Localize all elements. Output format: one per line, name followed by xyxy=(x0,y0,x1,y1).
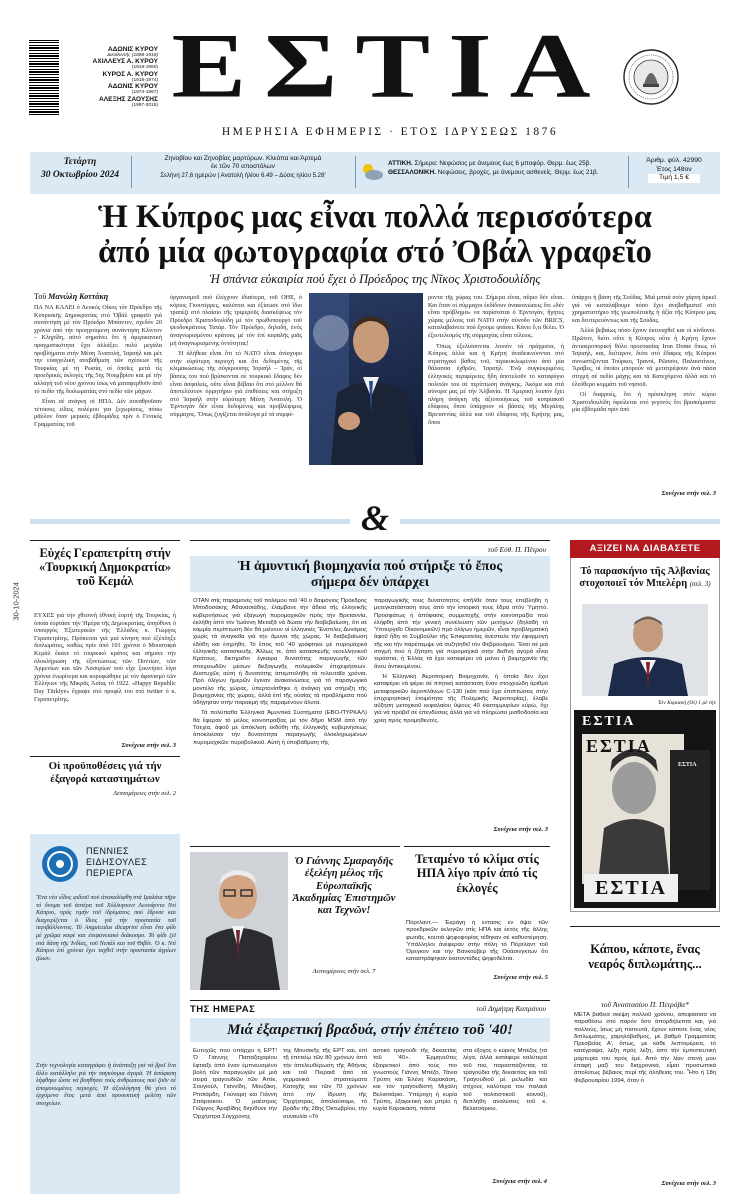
erdogan-article-continued: Συνέχεια στήν σελ. 3 xyxy=(121,742,176,749)
founder-3: ΚΥΡΟΣ Α. ΚΥΡΟΥ xyxy=(102,70,158,78)
lead-col-4 xyxy=(572,294,716,476)
recommend-item-title xyxy=(574,566,716,590)
penny-title-3: ΠΕΡΙΕΡΓΑ xyxy=(86,868,134,878)
founder-2-years: (1918-1950) xyxy=(131,65,158,71)
diplomat-byline: τοῦ Ἀναστασίου Π. Πετρόβα* xyxy=(601,1000,689,1009)
tis-imeras-col-3: ἀστικό τραγούδι τῆς δεκαετίας τοῦ '40». Ἑρμηνεῦτες ἐξαιρετικοί ἀπό τούς πιο γνωστούς Γιάννη Μπέζο, Τάνια Τρύπη και Ἑλένη Καρακάση, και τόν τραγουδιστή Μιχάλη Βελισσάριο. Ὑπέροχη ἡ κυρία Τρύπη, ἐξαιρετική και μπρίο ἡ κυρία Καρακάση, πάντα xyxy=(373,1048,457,1113)
erdogan-article-text: ΕΥΧΕΣ γιά τήν χθεσινή ἐθνική ἑορτή τῆς Τουρκίας, ἡ ὁποία ἑορτάσε τήν Ἡμέρα τῆς Δημοκρατίας, ἀπηύθυνε ὁ ὑπουργός Ἐξωτερικῶν τῆς Ἑλλάδος κ. Γιώργος Γεραπετρίτης. Πρόκειται γιά μιά κίνηση πού ἐξέπληξε διπλωμάτες, καθώς πρίν ἀπό 101 χρόνια ὁ Μουσταφά Κεμάλ ἔκανε τό τουρκικό κράτος και σήμανε τήν ὁλοκλήρωση τῆς ἐξοντώσεως τῶν Ποντίων, τῶν Ἀρμενίων και τῶν Ἀσσυρίων πού εἶχε ξεκινήσει λίγα χρόνια ἐνωρίτερα και κορυφώθηκε μέ τόν ἀφανισμό τῶν Ἑλλήνων τῆς Μικρᾶς Ἀσίας τό 1922. «Happy Republic Day Türkiye» ἔγραψε στό προφίλ του στό twitter ὁ κ. Γεραπετρίτης. xyxy=(34,612,176,703)
founder-1: ΑΔΩΝΙΣ ΚΥΡΟΥ xyxy=(107,46,158,53)
issue-price: Τιμή 1,5 € xyxy=(648,174,700,183)
lead-col-4-p3: Οἱ διαρροές, ὅτι ἡ πρόσκληση στόν κύριο Χριστοδουλίδη ὀφείλεται στό γεγονός ὅτι βρισκόμαστε μία ἐβδομάδα πρίν ἀπό xyxy=(572,391,716,414)
tis-imeras-label: ΤΗΣ ΗΜΕΡΑΣ xyxy=(190,1003,300,1017)
tis-imeras-col-2: της Μουσικῆς τῆς ΕΡΤ και, ἐπί τῇ ἐπετείῳ τῶν 80 χρόνων ἀπό τήν ἀπελευθέρωση τῆς Ἀθήνας και τοῦ Πειραιᾶ ἀπό τά γερμανικά στρατεύματα Κατοχῆς και τῶν 70 χρόνων ἀπό τήν ἵδρυση τῆς Ὀρχήστρας, ἀπολαύσαμε, τό βράδυ τῆς 28ης Ὀκτωβρίου, τήν συναυλία «Τό xyxy=(283,1048,367,1120)
lead-col-2 xyxy=(170,294,302,484)
smaragdis-photo xyxy=(190,852,288,990)
seal-logo xyxy=(622,48,680,106)
book-brand-3: ΕΣΤΙΑ xyxy=(678,762,697,768)
book-brand-1: ΕΣΤΙΑ xyxy=(582,714,636,729)
weather-thess: Νεφώσεις, βροχές, με άνεμους ασθενείς. Θερμ. έως 21β. xyxy=(437,169,599,176)
defense-col-2-p1: παραγωγικῆς τους δυνατότητος ἐπῆλθε ὅταν τούς ἐπεβλήθη ἡ μετεγκατάσταση τους ἀπό τήν ἱστορική τους ἕδρα στόν Ὑμηττό. Προσφάτως ἡ ἀπόφασις συμμετοχῆς στήν κοινοπραξία πού ἐλήφθη ἀπό τήν γενική συνέλευση τῶν μετόχων (δηλαδή τό Ὑπουργεῖο Οἰκονομικῶν) πρό ὀλίγων ἡμερῶν, εἶναι προβληματική ἀφοῦ ἤδη τό Συμβούλιο τῆς Ἐπικρατείας ἀνέστειλε τήν ἐφαρμογή τῆς και τήν παρέπεμψε νά συζητηθεῖ τόν Φεβρουάριο. Ἔτσι σέ μιά στιγμή πού ἡ ζήτηση γιά πυρομαχικά στήν διεθνή ἀγορά εἶναι τεράστια, ἡ Ἑλλάς τά ἔχει καταφέρει νά μείνει ἡ βιομηχανία τῆς ἄνευ ἀντικειμένου. xyxy=(374,598,548,670)
weather-thess-label: ΘΕΣΣΑΛΟΝΙΚΗ. xyxy=(388,169,436,176)
masthead-subtitle: ΗΜΕΡΗΣΙΑ ΕΦΗΜΕΡΙΣ · ΕΤΟΣ ΙΔΡΥΣΕΩΣ 1876 xyxy=(221,126,559,138)
lead-headline-line-2: ἀπό μία φωτογραφία στό Ὀβάλ γραφεῖο xyxy=(98,234,652,270)
erdogan-article-title: Εὐχές Γεραπετρίτη στήν «Τουρκική Δημοκρατία» τοῦ Κεμάλ xyxy=(39,546,171,589)
lead-col-1 xyxy=(34,304,162,484)
issue-number: Άριθμ. φύλ. 42990 xyxy=(646,157,702,164)
lead-col-3-p1: ροντα τῆς χώρας του. Σήμερα εἶναι, αὔριο δέν εἶναι. Και ὅταν οἱ σύμμαχοι ἐκδίδουν ἀνακοινώσεις ὅτι «δέν εἶναι πρόβλημα» να παρίσταται ὁ Ἐρντογάν, ἤγητες χώρας μέλους τοῦ ΝΑΤΟ στήν σύνοδο τῶν BRICS, καταλαβαίνετε πού ἔχουμε φτάσει. Κάνει ὅ,τι θέλει. Ὁ ἐξευτελισμός τῆς συμμαχίας εἶναι τέλειος. xyxy=(428,294,564,339)
lead-col-3-p2: Ὅπως ἐξελίσσονται λοιπόν τά πράγματα, ἡ Κύπρος ἀλλά και ἡ Κρήτη ἀναδεικνύονται στό στρατηγικό βάθος τοῦ, περικυκλωμένου ἀπό μία θάλασσα ἐχθρῶν, Ἰσραήλ. Ἐνῷ συγκεκριμένες ἑλληνικές περιφέρειες ἤδη ἀποτελοῦν τό καταφύγιο πολιτῶν του σέ περίπτωση ἀνάγκης. Ἀκόμα και στά σύνορα μας μέ τήν Ἀλβανία. Ἡ Ἀμερική λοιπόν ἔχει πλήρη ἀνάγκη τῆς ἀξιοποιήσεως τοῦ κυπριακοῦ ἐδάφους ὅπου ὑπάρχουν οἱ βάσεις τῆς Μεγάλης Βρεταννίας ἀλλά και τοῦ ἐδάφους τῆς Κρήτης μας, ὅπου xyxy=(428,342,564,426)
tis-imeras-byline xyxy=(300,1004,546,1013)
lead-headline-line-1: Ἡ Κύπρος μας εἶναι πολλά περισσότερα xyxy=(98,199,652,235)
weather-attiki: Σήμερα: Νεφώσεις με άνεμους έως 6 μποφόρ. Θερμ. έως 25β. xyxy=(414,160,592,167)
defense-byline xyxy=(190,545,546,554)
issue-info xyxy=(630,157,718,183)
founder-1-years: Διευθυντής (1898-1918) xyxy=(107,53,158,58)
tis-imeras-col-4: στα ἑξοχος ὁ κύριος Μπέζος (τά λέγα, ἀλλά κατάφερε καλύτερα τοῦ πιο, παρασπάζοντας τά τραγούδια τῆς δεκαετίας και τοῦ Τραγουδιοῦ μέ μελωδία και στίχους καλύτερα του παλαιά τοῦ πολιτιστικοῦ κοινοῦ), δεπλήθη αναλύσεις τοῦ κ. Βελισσάριου. xyxy=(463,1048,547,1113)
recommend-item-title-text: Τό παρασκήνιο τῆς Ἀλβανίας στοχοποιεῖ τόν Μπελέρη xyxy=(579,566,710,589)
weather-text xyxy=(388,159,623,177)
tis-imeras-byline-text: τοῦ Δημήτρη Καπράνου xyxy=(476,1004,546,1013)
lead-col-3 xyxy=(428,294,564,484)
byline-name: Μανώλη Κοττάκη xyxy=(48,292,109,301)
masthead xyxy=(0,0,750,150)
moon-info: Σελήνη 27,6 ημερών | Ανατολή ήλίου 6.49 – Δύσις ηλίου 5.28' xyxy=(160,171,326,179)
issue-year: Έτος 148ον xyxy=(656,165,692,173)
info-day: Τετάρτη xyxy=(63,157,97,167)
info-saints xyxy=(133,155,353,180)
penny-text-1: Ἕνα νέο εἶδος φιδιοῦ πού ἀνακαλύφθη στά Ιμαλάια πῆρε τό ὄνομα τοῦ ἀστέρα τοῦ Χόλλυγουντ Λεονάρντο Ντί Κάπριο, πρός τιμήν τοῦ ἱδρύματος πού ἔδρυσε και διαχειρίζεται ὁ ἴδιος γιά τήν προστασία τοῦ περιβάλλοντος. Τό Anguiculus dicaprioi εἶναι ἕνα φίδι μέ χρῶμα καφέ και ἐπιφανειακό διάκοσμο. Τό φίδι ζεῖ στά δάση τῆς Ἰνδίας, τοῦ Νεπάλ και τοῦ Θιβέτ. Ὁ κ. Ντί Κάπριο ἐπί χρόνια ἔχει ταχθεῖ στήν προστασία ἀγρίων ζώων. xyxy=(36,894,176,962)
weather-icon xyxy=(360,160,384,184)
founder-2: ΑΧΙΛΛΕΥΣ Α. ΚΥΡΟΥ xyxy=(92,58,158,66)
defense-col-1-p1: ΟΤΑΝ στίς παραμονές τοῦ πολέμου τοῦ '40 ὁ δαιμόνιος Πρόεδρος Μποδοσάκης Ἀθανασιάδης, ἐλάμβανε τήν ἄδεια τῆς ἑλληνικῆς κυβερνήσεως γιά ἐξαγωγή πυρομαχικῶν πρός τήν Βρεταννία, ἐκλήθη ἀπό τόν Ἰωάννη Μεταξᾶ νά δώσει τήν διαβεβαίωση, ὅτι σέ καμμία περίπτωση δέν θά μείνουν οἱ ἑλληνικές Ἔνοπλες Δυνάμεις χωρίς τά ἀναγκαῖα γιά τήν ἄμυνα τῆς χώρας. Ἡ διαβεβαίωση ἐδόθη και ἐτηρήθη. Τό ἔπος τοῦ '40 γράφτηκε μέ πυρομαχικά ἑλληνικῆς κατασκευῆς. Ἀλλως τε, ἀπό κατασκευῆς νεοελληνικοῦ Κράτους, διετηρεῖτο ἔγκαιρα δυνατότης παραγωγῆς τῶν στοιχειωδῶν μέσων διεξαγωγῆς πολεμικῶν ἐπιχειρήσεων. Δυστυχῶς αὐτή ἡ δυνατότης ἀπεμπολήθη τά τελευταῖα χρόνια. Πρό ὀλίγων ἡμερῶν ἔγιναν ἀνακοινώσεις γιά τό παραγωγικό μοντέλο τῆς χώρας, ὑπερτονίσθηκε ἡ ἀνάγκη γιά στήριξη τῆς βιομηχανίας τῆς χώρας, ἀλλά ἐπί τῆς οὐσίας τά προβλήματα πού ὁδήγησαν στήν παρακμή τῆς παραμένουν ἄλυτα. xyxy=(193,598,367,707)
diplomat-continued: Συνέχεια στήν σελ. 3 xyxy=(661,1180,716,1187)
saints-line-2: έκ τῶν 70 αποστόλων xyxy=(211,163,275,171)
weather-attiki-label: ΑΤΤΙΚΗ. xyxy=(388,160,413,167)
tis-imeras-continued: Συνέχεια στήν σελ. 4 xyxy=(492,1178,547,1185)
vertical-date: 30-10-2024 xyxy=(11,582,21,621)
lead-headline xyxy=(30,200,720,270)
penny-title-2: ΕΙΔΗΣΟΥΛΕΣ xyxy=(86,857,148,867)
info-date xyxy=(30,156,130,182)
climate-continued: Συνέχεια στήν σελ. 5 xyxy=(493,974,548,981)
stores-article-title: Οἱ προϋποθέσεις γιά τήν ἐξαγορά καταστημάτων xyxy=(48,760,162,785)
recommend-header: ΑΞΙΖΕΙ ΝΑ ΔΙΑΒΑΣΕΤΕ xyxy=(570,540,720,558)
founder-5-years: (1997-2015) xyxy=(131,102,158,108)
smaragdis-title: Ὁ Γιάννης Σμαραγδῆς ἐξελέγη μέλος τῆς Εὐρωπαϊκῆς Ἀκαδημίας Ἐπιστημῶν και Τεχνῶν! xyxy=(292,856,396,917)
info-date-text: 30 Οκτωβρίου 2024 xyxy=(41,170,119,180)
founders-list xyxy=(62,46,158,108)
defense-col-1-p2: Τά πολύπαθα Ἑλληνικά Ἀμυντικά Συστήματα (ΕΒΟ-ΠΥΡΚΑΛ) θά ἔφεραν τό μέλος κοινοπραξίας μέ τόν δῆμο MSM ἀπό τήν Τσεχία, ἀφοῦ μέ ἀπόκλιση ἐκδόθη τῆς ἑλληνικῆς κυβερνήσεως ἀποκλείσαν τήν δυνατότητα παραγωγῆς ὁλοκληρωμένων πυρομαχικῶν πυροβολικοῦ. Αὐτή ἡ ὑποβάθμιση τῆς xyxy=(193,710,367,746)
founder-4-years: (1974-1997) xyxy=(131,90,158,96)
defense-col-2 xyxy=(374,598,548,824)
defense-title-2: σήμερα δέν ὑπάρχει xyxy=(310,574,430,590)
separator-line-left xyxy=(30,519,350,524)
defense-col-1 xyxy=(193,598,367,838)
founder-4: ΑΔΩΝΙΣ ΚΥΡΟΥ xyxy=(107,83,158,91)
book-brand-2: ΕΣΤΙΑ xyxy=(586,736,652,756)
lead-continued: Συνέχεια στήν σελ. 3 xyxy=(661,490,716,497)
saints-line-1: Ζηνοβίου και Ζηνοβίας μαρτύρων. Κλεόπα και Άρτεμά xyxy=(164,155,322,162)
lead-subheadline: Ἡ σπάνια εὐκαιρία πού ἔχει ὁ Πρόεδρος της Νῖκος Χριστοδουλίδης xyxy=(209,272,541,286)
lead-col-2-p2: Ἡ ἀλήθεια εἶναι ὅτι τό ΝΑΤΟ εἶναι ἀνίσχυρο στήν εὐρύτερη περιοχή και ὅτι δεδομένης τῆς κλιμακώσεως τῆς σύγκρουσης Ἰσραήλ – Ἰράν, οἱ βάσεις του πού βρίσκονται σέ τουρκικό ἔδαφος δέν εἶναι ἀσφαλείς, οὔτε εἶναι βέβαιο ὅτι στό μέλλον θά ἀποτελέσουν ὀρμητήριο γιά ἐπιθέσεις και στήριξη στό Ἰσραήλ στήν εὐρύτερη Μέση Ἀνατολή. Ὁ Ἐρντογάν δέν εἶναι δεδομένος και προβλέψιμος σύμμαχος. Ὅπως ζυγίζεται ἀνάλογα μέ τά συμφέ- xyxy=(170,350,302,418)
defense-col-2-p2: Ἡ Ἑλληνική Ἀεροπορική Βιομηχανία, ἡ ὁποία δέν ἔχει καταφέρει νά φέρει σέ πτητική κατάσταση ἕναν στοιχειώδη ἀριθμό μεταφορικῶν ἀεροπλάνων C-130 (κάτι πού ἔχει ἐπιπτώσεις στήν ἐπιχειρησιακή ἑτοιμότητα τῆς Πολεμικῆς Ἀεροπορίας), ἔλαβε αὔξηση μετοχικοῦ κεφαλαίου ὕψους 40 ἑκατομμυρίων εὐρώ, ὄχι γιά νά προβεῖ σέ ἐπενδύσεις ἀλλά γιά νά πληρώσει μισθοδοσία και χρέη πρός προμηθευτές. xyxy=(374,673,548,724)
masthead-title: ΕΣΤΙΑ xyxy=(171,15,609,117)
stores-article-continued: Λεπτομέρειες στήν σελ. 2 xyxy=(113,790,176,797)
lead-col-1-p1: ΠΑ ΝΑ ΚΑΛΕΙ ὁ Λευκός Οἶκος τόν Πρόεδρο τῆς Κυπριακῆς Δημοκρατίας στό Ὀβάλ γραφεῖο γιά συνάντηση μέ τόν Πρόεδρο Μπάιντεν, σχεδόν 20 χρόνια ἀπό τήν προηγούμενη συνάντηση Κλίντον – Κληρίδη, αὐτό σημαίνει ὅτι ἡ ἀμερικανική πραγματικότητα ἔχει ἀλλάξει: πολύ μεγάλα προβλήματα στήν Μέση Ἀνατολή, Ἰσραήλ και μέτ την εὐαγγελική αναβάθμιση τῶν σχέσεων τῆς Τουρκίας μέ τή Ρωσία, οἱ ὁποῖες μετά τίς προεδρικές ἐκλογές τῆς 5ης Νοεμβρίου και μέ τήν αλλαγή τοῦ νέου χρόνου ίσως νά ματαφερθοῦν ἀπό τό πεδίο τῆς διπλωματίας στό πεδίο τῶν μάχων. xyxy=(34,304,162,395)
climate-title: Τεταμένο τό κλίμα στίς ΗΠΑ λίγο πρίν ἀπό τίς ἐκλογές xyxy=(415,852,539,895)
penny-text-2: Στήν τεχνολογία καταγράφει ἡ ἀνάπτυξη γιά νά βρεῖ ἕνα ἄλλο κατάλληλο γιά τήν παγκόσμια ἀγορά. Ἡ ἀπόφαση λήφθηκε ὥστε νά βοηθήσει τούς ἀνθρώπους πού ζοῦν σέ ἀπομονωμένες περιοχές. Ἡ ἀξιολόγηση θά γίνει τό ἐρχόμενο ἔτος μετά ἀπό προσεκτική μελέτη τῶν στοιχείων. xyxy=(36,1062,176,1107)
penny-box-title xyxy=(86,846,176,879)
defense-byline-text: τοῦ Εὐθ. Π. Πέτρου xyxy=(487,545,546,554)
recommend-item-ref: (σελ. 3) xyxy=(689,580,711,588)
lead-col-1-p2: Εἶναι σέ ανάγκη οἱ ΗΠΑ. Δέν συναθροῖσαν τέτοιους εἰδεις πολέμου για ξεχωρίσεις, πόσω μᾶλλον ὅταν μερικές ἐβδομάδες πρίν ὁ Γενικός Γραμματέας τοῦ xyxy=(34,398,162,428)
book-brand-4: ΕΣΤΙΑ xyxy=(595,877,667,899)
smaragdis-continued: Λεπτομέρειες στήν σελ. 7 xyxy=(312,968,376,975)
tis-imeras-col-1: Εὐτυχῶς πού ὑπάρχει ἡ ΕΡΤ! Ὁ Γιάννης Παπαζαχαρίου ἔφτιαξε ἀπό ἕναν ἐμπνευσμένο βολή τῶν παραγωγῶν μέ μιά σειρά τραγουδιῶν τῶν Ἀττίκ, Σουγιούλ, Γιαννίδη, Μουζάκη, Ριτσιάρδη, Γούναρη και Γιάννη Σπάρτακου. Ὁ μαέστρος Γιῶργος Ἀραβίδης διηύθυνε τήν Ὀρχήστρα Σύγχρονης xyxy=(193,1048,277,1120)
byline-prefix: Τοῦ xyxy=(34,292,47,301)
separator-line-right xyxy=(400,519,720,524)
founder-3-years: (1918-1974) xyxy=(131,77,158,83)
defense-continued: Συνέχεια στήν σελ. 3 xyxy=(493,826,548,833)
climate-text: Πόρτλαντ.— Ἐκράγη ἡ ἐντασις ἐν ὄψει τῶν προεδρικῶν ἐκλογῶν στίς ΗΠΑ και ἐκτός τῆς ἄλλης φωτιᾶς, κουτιά ψηφοφορίας τέθηκαν σέ καθυστέρηση. Ὑπάλληλοι ἀνέφεραν στήν πόλη τό Πόρτλαντ τοῦ Ὁρεγκον και τήν Βανκούβερ τῆς Οὐάσινγκτων ὅτι καταστράφηκαν ἐκατοντάδες ψηφοδέλτια. xyxy=(406,920,548,963)
founder-5: ΑΛΕΞΗΣ ΖΑΟΥΣΗΣ xyxy=(99,95,158,103)
penny-icon xyxy=(40,844,80,884)
diplomat-text: ΜΕΤΑ βαθειά σκέψη πολλοῦ χρόνου, ἀπεφάσισα να παραθέσω στό παρόν ὅσο ἀπορδήλεπτα και, γιά πολλούς, ἴσως μή πιστευτά, ἔχουν κάποτε ἕνας νέος διπλωμάτης, χαμηλόβαθμος, μέ βαθμό Γραμματέας Πρεσβείας Α', ὅπως, με κάθε λεπτομέρεια, τό κατέγραψα, λέξη πρός λέξη, ἀπό τήν ἐμπιστευτική μαρτυρία του πρός ἐμέ. Ἀπό τήν λίαν στενή μου ἐπαφή μαζί του διαχρονικά, εἶμαι προσωπικά ἀπολύτως βέβαιος περί τῆς ἀλήθειας του. Ἦτο ἡ 18η Φεβρουαρίου 1994, ὅταν ὁ xyxy=(574,1012,716,1084)
defense-headline xyxy=(190,559,550,590)
lead-col-4-p1: ὑπάρχει ἡ βάση τῆς Σούδας. Μιά μπτιά στόν χάρτη ἀρκεῖ γιά νά καταλάβουμε πόσο ἔχει ἀνεβαθμιστεῖ στό χρηματιστήριο τῆς γεωπολιτικῆς ἡ ἀξία τῆς Κύπρου μας και δευτερευόντως και τῆς Σούδας. xyxy=(572,294,716,324)
photo-caption: Τόν Κυριακή (Οἱ) 1 μέ τήν xyxy=(657,700,716,706)
lead-col-4-p2: Ἀλλά βεβαίως πόσο ἔχουν ἐκτιναχθεῖ και οἱ κίνδυνοι. Πρῶτον, διότι οὔτε ἡ Κύπρος οὔτε ἡ Κρήτη ἔχουν ἀντιαεροπορική θόλο προστασίας Iron Dome ὅπως τό Ἰσραήλ, και, δεύτερον, διότι στό ἔδαφος τῆς Κύπρου συνωστίζονται Τούρκοι, Ἰρανοί, Ρῶσσοι, Παλαιστίνιοι, Ἄραβες, οἱ ὁποῖοι μπορούν νά μετατρέψουν ἀνά πάσα στιγμή σέ πεδίο μάχης και τά Κατεχόμενα ἀλλά και τό ἐλεύθερο κομμάτι τοῦ νησιοῦ. xyxy=(572,327,716,388)
tis-imeras-title: Μιά ἐξαιρετική βραδυά, στήν ἐπέτειο τοῦ '40! xyxy=(227,1022,513,1038)
defense-title-1: Ἡ ἀμυντική βιομηχανία πού στήριξε τό ἔπος xyxy=(237,559,503,574)
diplomat-title: Κάπου, κάποτε, ἕνας νεαρός διπλωμάτης... xyxy=(588,942,702,971)
lead-col-2-p1: ὀργανισμοῦ πού ἐλέγχουν ἰδιαίτερα, τοῦ ΟΗΕ, ὁ κύριος Γκουτέρρες, καλύπτει και ἐξίσωσε στό ἴδιο τραπέζι στό πλαίσιο τῆς τριμεροῦς διασκέψεως τόν Πρόεδρο Χριστοδουλίδη μέ τόν πρωθυπουργό τοῦ ψευδοκράτους Τατάρ. Τόν Πρόεδρο, δηλαδή, ἑνός ἀναγνωρισμένου κράτους μέ τόν ἐπί κεφαλῆς μιᾶς μή ἀναγνωρισμένης ὀντότητας! xyxy=(170,294,302,347)
ampersand-ornament: & xyxy=(360,498,389,538)
barcode xyxy=(29,40,59,115)
president-photo xyxy=(309,293,423,465)
beleri-photo xyxy=(582,604,708,696)
lead-byline xyxy=(34,292,108,301)
penny-title-1: ΠΕΝΝΙΕΣ xyxy=(86,846,130,856)
book-cover xyxy=(574,710,716,908)
